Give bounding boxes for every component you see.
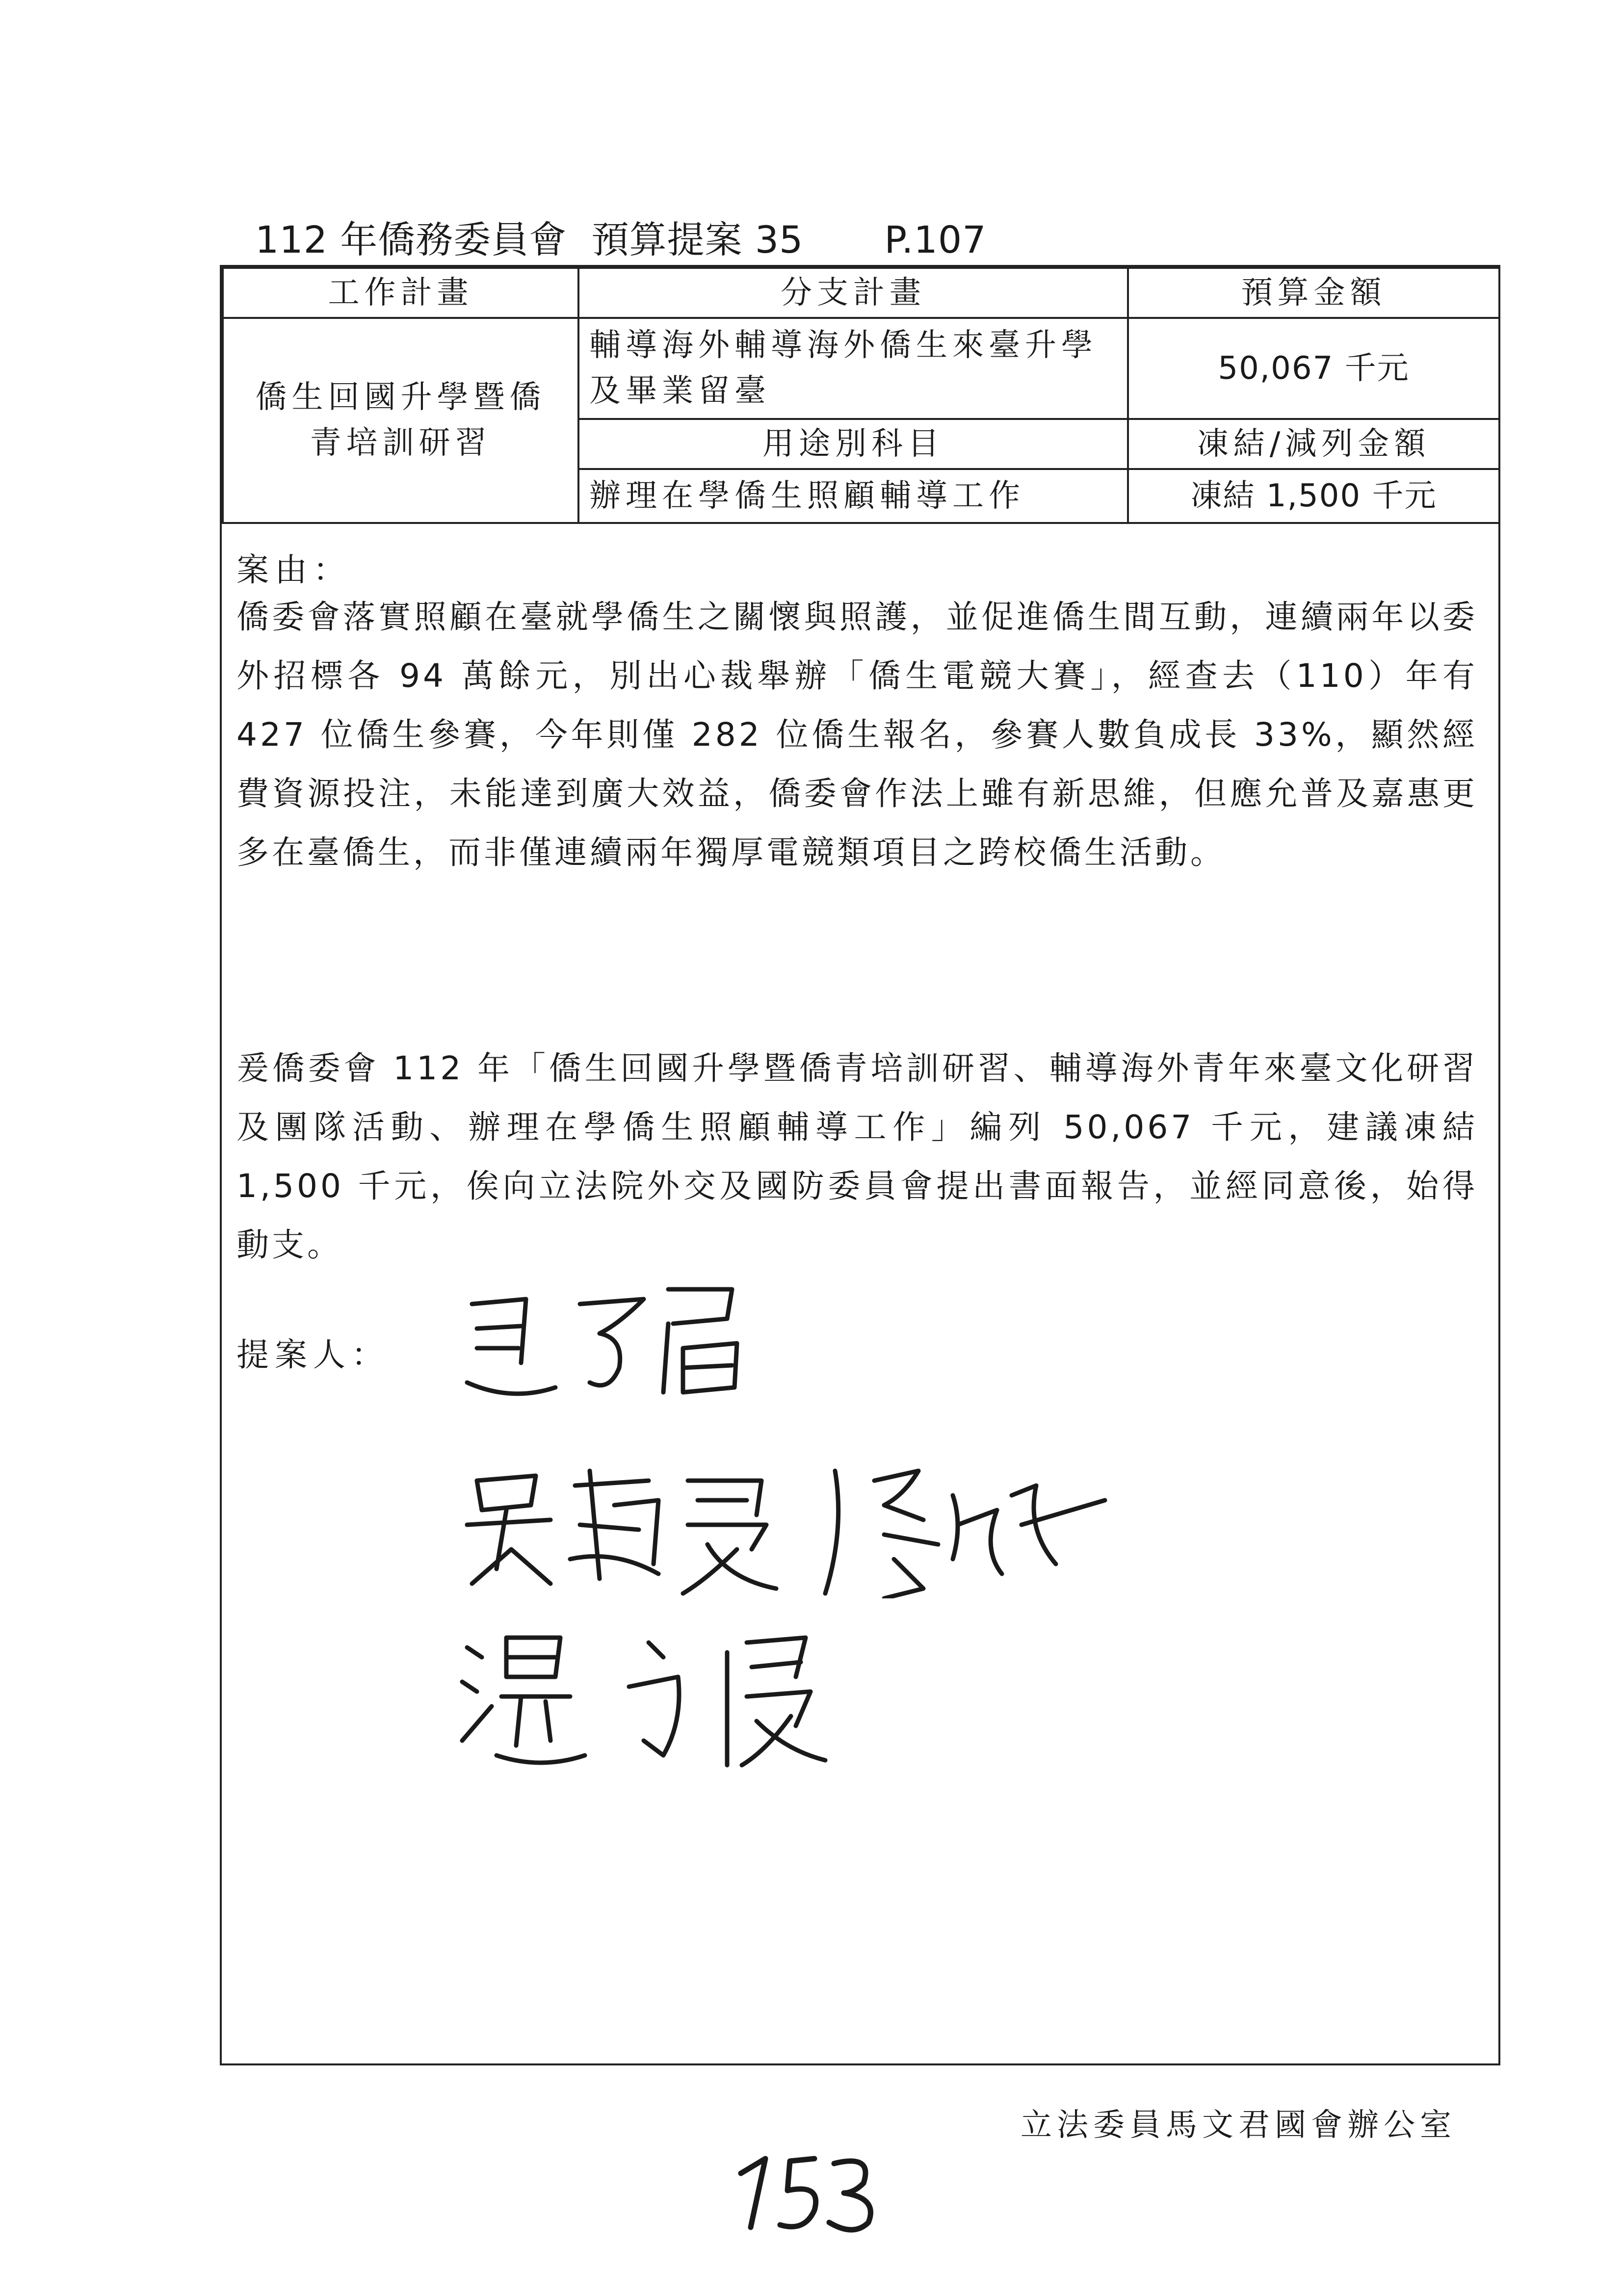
table-header-row bbox=[223, 268, 1499, 318]
work-plan-header: 工作計畫 bbox=[223, 268, 578, 318]
budget-table bbox=[222, 267, 1500, 524]
reason-paragraph-1: 僑委會落實照顧在臺就學僑生之關懷與照護，並促進僑生間互動，連續兩年以委外招標各 94 萬餘元，別出心裁舉辦「僑生電競大賽」，經查去（110）年有 427 位僑生參賽，今年則僅 282 位僑生報名，參賽人數負成長 33%，顯然經費資源投注，未能達到廣大效益，僑委會作法上雖有新思維，但應允普及嘉惠更多在臺僑生，而非僅連續兩年獨厚電競類項目之跨校僑生活動。 bbox=[236, 598, 1478, 871]
budget-amount-cell: 50,067 千元 bbox=[1128, 318, 1499, 419]
table-row bbox=[223, 318, 1499, 419]
work-plan-cell: 僑生回國升學暨僑青培訓研習 bbox=[223, 318, 578, 523]
sub-plan-header: 分支計畫 bbox=[578, 268, 1128, 318]
office-footer: 立法委員馬文君國會辦公室 bbox=[1021, 2107, 1456, 2143]
proposer-label: 提案人： bbox=[236, 1336, 390, 1374]
signature-2 bbox=[452, 1451, 1129, 1598]
signature-1 bbox=[452, 1270, 766, 1417]
budget-amount-header: 預算金額 bbox=[1128, 268, 1499, 318]
usage-header: 用途別科目 bbox=[578, 419, 1128, 469]
signature-3 bbox=[452, 1618, 855, 1775]
proposal-frame bbox=[220, 265, 1500, 2065]
freeze-header: 凍結/減列金額 bbox=[1128, 419, 1499, 469]
proposal-title: 112 年僑務委員會 預算提案 35 bbox=[255, 218, 804, 261]
reason-paragraph-2: 爰僑委會 112 年「僑生回國升學暨僑青培訓研習、輔導海外青年來臺文化研習及團隊活動、辦理在學僑生照顧輔導工作」編列 50,067 千元，建議凍結 1,500 千元，俟向立法院外交及國防委員會提出書面報告，並經同意後，始得動支。 bbox=[236, 1049, 1478, 1264]
reason-label: 案由： bbox=[236, 551, 351, 589]
document-header bbox=[255, 210, 987, 263]
freeze-amount-cell: 凍結 1,500 千元 bbox=[1128, 469, 1499, 523]
sub-plan-cell: 輔導海外輔導海外僑生來臺升學及畢業留臺 bbox=[578, 318, 1128, 419]
usage-cell: 辦理在學僑生照顧輔導工作 bbox=[578, 469, 1128, 523]
handwritten-page-number bbox=[731, 2144, 888, 2239]
page-reference: P.107 bbox=[884, 218, 987, 261]
proposal-body bbox=[222, 522, 1498, 2063]
